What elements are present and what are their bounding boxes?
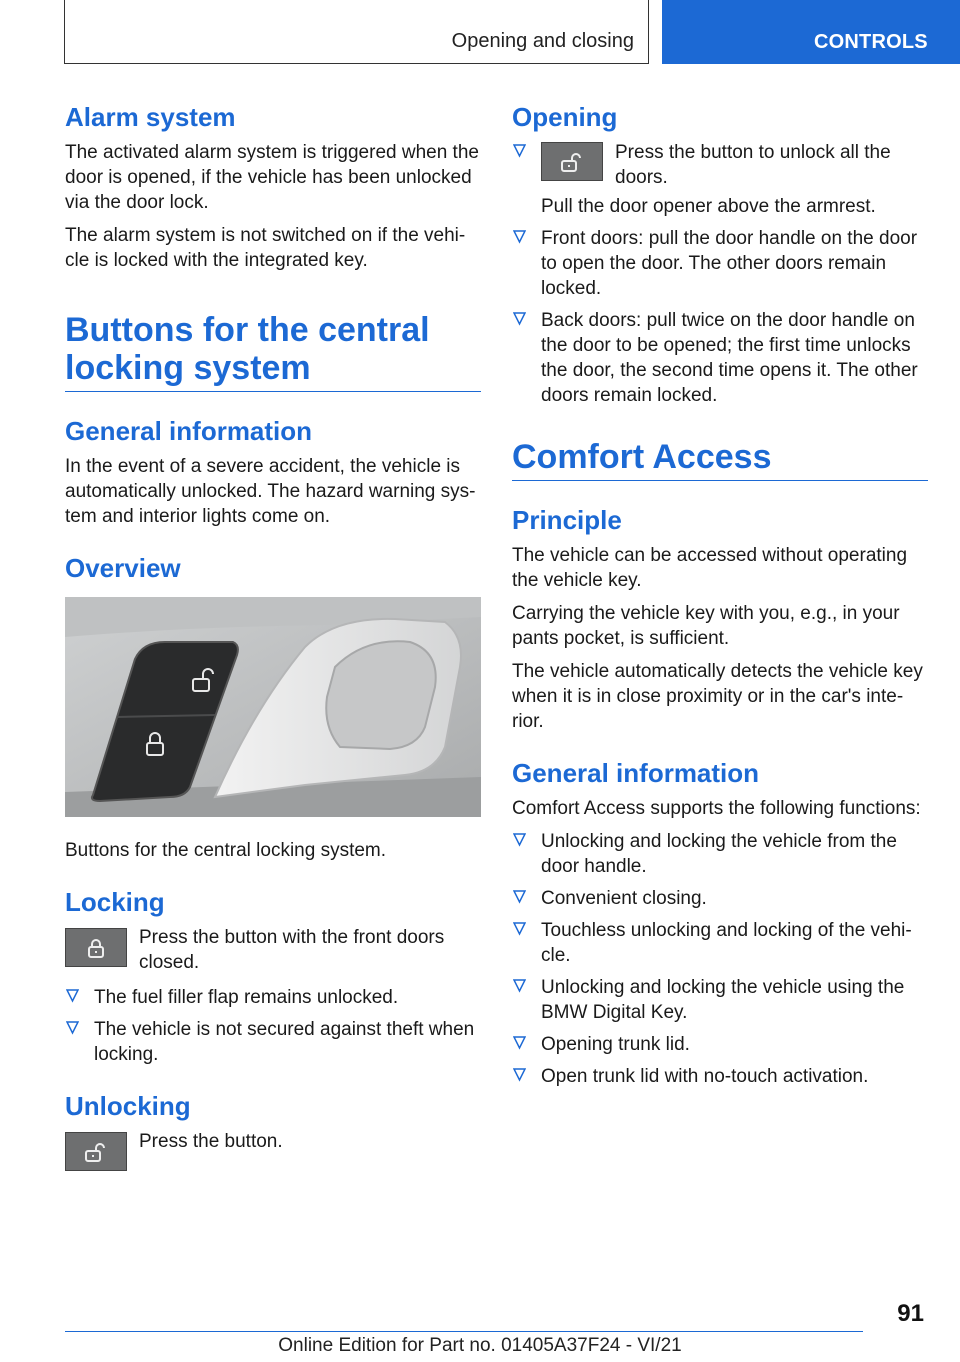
lock-icon	[85, 937, 107, 959]
principle-paragraph-1: The vehicle can be accessed without operating the vehicle key.	[512, 545, 908, 591]
right-column	[512, 100, 928, 1097]
overview-heading: Overview	[65, 553, 181, 583]
comfort-access-heading-block	[512, 438, 928, 481]
unlock-icon	[83, 1141, 109, 1163]
locking-button-row	[65, 925, 481, 975]
general-information-text: In the event of a severe accident, the vehicle is automatically unlocked. The hazard warning system and interior lights come on.	[65, 456, 476, 527]
triangle-bullet-icon	[513, 1068, 526, 1082]
list-item	[65, 985, 481, 1010]
triangle-bullet-icon	[66, 989, 79, 1003]
opening-button-row	[541, 140, 928, 190]
triangle-bullet-icon	[513, 890, 526, 904]
list-item	[512, 1064, 928, 1089]
list-item	[65, 1017, 481, 1067]
list-item-text: The vehicle is not secured against theft when locking.	[94, 1019, 475, 1065]
list-item-text: Opening trunk lid.	[541, 1034, 690, 1055]
list-item-text: The fuel filler flap remains unlocked.	[94, 987, 399, 1008]
list-item-text: Front doors: pull the door handle on the door to open the door. The other doors remain locked.	[541, 228, 918, 299]
list-item	[512, 140, 928, 219]
triangle-bullet-icon	[513, 230, 526, 244]
footer-edition: Online Edition for Part no. 01405A37F24 - VI/21	[278, 1335, 682, 1356]
triangle-bullet-icon	[513, 922, 526, 936]
opening-list	[512, 140, 928, 408]
unlock-button-image	[541, 142, 603, 181]
opening-sub-text: Pull the door opener above the armrest.	[541, 196, 876, 217]
opening-heading: Opening	[512, 102, 618, 132]
triangle-bullet-icon	[513, 144, 526, 158]
principle-heading: Principle	[512, 505, 622, 535]
comfort-general-information-text: Comfort Access supports the following functions:	[512, 798, 921, 819]
locking-heading: Locking	[65, 887, 165, 917]
principle-paragraph-2: Carrying the vehicle key with you, e.g., in your pants pocket, is sufficient.	[512, 603, 900, 649]
footer-rule	[65, 1331, 863, 1332]
list-item	[512, 918, 928, 968]
triangle-bullet-icon	[513, 1036, 526, 1050]
header-tab	[662, 0, 960, 64]
central-locking-heading-block	[65, 311, 481, 392]
comfort-access-heading: Comfort Access	[512, 438, 772, 476]
unlock-button-image	[65, 1132, 127, 1171]
opening-button-text: Press the button to unlock all the doors.	[615, 142, 891, 188]
triangle-bullet-icon	[513, 312, 526, 326]
locking-list	[65, 985, 481, 1067]
header-tab-label: CONTROLS	[814, 31, 928, 53]
left-column	[65, 100, 481, 1181]
triangle-bullet-icon	[66, 1021, 79, 1035]
list-item-text: Convenient closing.	[541, 888, 707, 909]
list-item-text: Unlocking and locking the vehicle from the door handle.	[541, 831, 897, 877]
photo-caption: Buttons for the central locking system.	[65, 840, 387, 861]
list-item	[512, 1032, 928, 1057]
header-section-title: Opening and closing	[451, 30, 634, 52]
lock-button-image	[65, 928, 127, 967]
list-item	[512, 829, 928, 879]
list-item	[512, 975, 928, 1025]
principle-paragraph-3: The vehicle automatically detects the vehicle key when it is in close proximity or in the car's interior.	[512, 661, 923, 732]
triangle-bullet-icon	[513, 833, 526, 847]
unlocking-button-text: Press the button.	[139, 1131, 283, 1152]
list-item-text: Unlocking and locking the vehicle using the BMW Digital Key.	[541, 977, 905, 1023]
door-buttons-photo	[65, 597, 481, 817]
central-locking-heading: Buttons for the central locking system	[65, 311, 430, 387]
alarm-system-heading: Alarm system	[65, 102, 236, 132]
list-item	[512, 226, 928, 301]
list-item-text: Back doors: pull twice on the door handle on the door to be opened; the first time unlocks the door, the second time opens it. The other doors remain locked.	[541, 310, 918, 406]
list-item-text: Touchless unlocking and locking of the vehicle.	[541, 920, 912, 966]
locking-button-text: Press the button with the front doors closed.	[139, 927, 445, 973]
triangle-bullet-icon	[513, 979, 526, 993]
page-number: 91	[897, 1300, 924, 1327]
list-item	[512, 308, 928, 408]
comfort-functions-list	[512, 829, 928, 1089]
unlock-icon	[559, 151, 585, 173]
alarm-paragraph-2: The alarm system is not switched on if the vehicle is locked with the integrated key.	[65, 225, 466, 271]
general-information-heading: General information	[65, 416, 313, 446]
list-item	[512, 886, 928, 911]
unlocking-heading: Unlocking	[65, 1091, 191, 1121]
unlocking-button-row	[65, 1129, 481, 1171]
comfort-general-information-heading: General information	[512, 758, 760, 788]
alarm-paragraph-1: The activated alarm system is triggered when the door is opened, if the vehicle has been unlocked via the door lock.	[65, 142, 479, 213]
list-item-text: Open trunk lid with no-touch activation.	[541, 1066, 869, 1087]
